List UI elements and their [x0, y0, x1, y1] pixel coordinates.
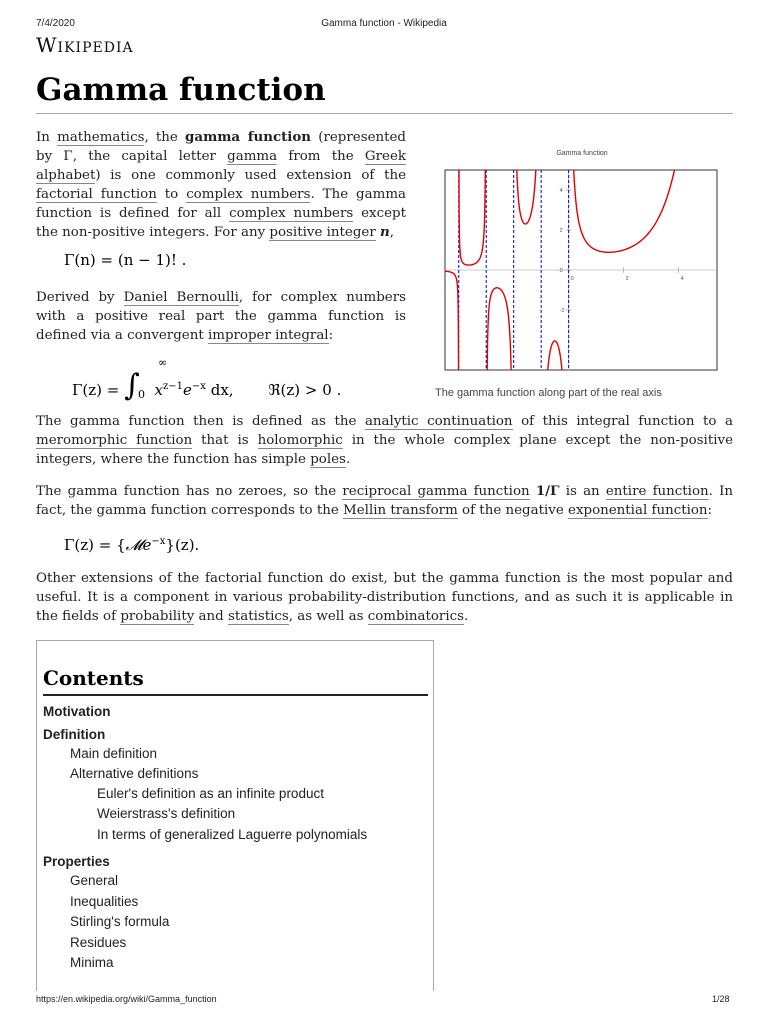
- link-complex-numbers-2[interactable]: complex numbers: [229, 206, 354, 221]
- link-probability[interactable]: probability: [120, 609, 195, 624]
- equation-mellin: Γ(z) = {𝓜e$^{-x}$}(z).: [64, 536, 200, 554]
- link-positive-integer[interactable]: positive integer: [269, 225, 376, 240]
- link-complex-numbers[interactable]: complex numbers: [186, 187, 311, 202]
- print-page-number: 1/28: [712, 994, 730, 1004]
- y-tick-label: 4: [559, 188, 563, 194]
- link-poles[interactable]: poles: [310, 452, 346, 467]
- y-tick-label: 2: [559, 228, 563, 234]
- figure-caption: The gamma function along part of the real axis: [435, 387, 662, 399]
- applications-paragraph: Other extensions of the factorial function do exist, but the gamma function is the most popular and useful. It is a component in various probability-distribution functions, and as such it is applicable in the fields of probability and statistics, as well as combinatorics.: [36, 571, 733, 624]
- toc-item[interactable]: Residues: [70, 935, 127, 950]
- toc-item[interactable]: Properties: [43, 854, 110, 869]
- print-date: 7/4/2020: [36, 18, 75, 29]
- toc-item[interactable]: Inequalities: [70, 894, 139, 909]
- gamma-plot[interactable]: [431, 140, 733, 380]
- toc-item[interactable]: Euler's definition as an infinite product: [97, 786, 324, 801]
- toc-item[interactable]: Weierstrass's definition: [97, 806, 236, 821]
- link-mathematics[interactable]: mathematics: [57, 130, 145, 145]
- equation-integral: Γ(z) = ∫ ∞ 0 $x^{z-1}e^{-x}$ dx, ℜ(z) > 0 .: [72, 356, 342, 403]
- toc-item[interactable]: Definition: [43, 727, 106, 742]
- link-analytic-continuation[interactable]: analytic continuation: [364, 414, 513, 429]
- equation-factorial: Γ(n) = (n − 1)! .: [64, 251, 187, 269]
- link-combinatorics[interactable]: combinatorics: [367, 609, 464, 624]
- toc-divider: [43, 694, 428, 696]
- continuation-paragraph: The gamma function then is defined as the analytic continuation of this integral function to a meromorphic function that is holomorphic in the whole complex plane except the non-positive integers, where the function has simple poles.: [36, 414, 733, 467]
- y-tick-label: 0: [559, 268, 563, 274]
- print-url: https://en.wikipedia.org/wiki/Gamma_function: [36, 994, 217, 1004]
- toc-item[interactable]: Alternative definitions: [70, 766, 199, 781]
- toc-item[interactable]: In terms of generalized Laguerre polynomials: [97, 827, 368, 842]
- link-gamma[interactable]: gamma: [227, 149, 278, 164]
- toc-item[interactable]: Stirling's formula: [70, 914, 170, 929]
- link-statistics[interactable]: statistics: [227, 609, 289, 624]
- toc-item[interactable]: General: [70, 873, 119, 888]
- page-title: Gamma function: [36, 72, 326, 108]
- link-mellin-transform[interactable]: Mellin transform: [343, 503, 458, 518]
- link-improper-integral[interactable]: improper integral: [207, 328, 329, 343]
- link-entire-function[interactable]: entire function: [605, 484, 709, 499]
- x-tick-label: 0: [570, 276, 574, 282]
- link-reciprocal-gamma[interactable]: reciprocal gamma function: [342, 484, 530, 499]
- x-tick-label: 2: [625, 276, 629, 282]
- toc-item[interactable]: Minima: [70, 955, 114, 970]
- mellin-paragraph: The gamma function has no zeroes, so the reciprocal gamma function 1/Γ is an entire function. In fact, the gamma function corresponds to the Mellin transform of the negative exponential function:: [36, 483, 733, 518]
- link-daniel-bernoulli[interactable]: Daniel Bernoulli: [123, 290, 239, 305]
- toc-title: Contents: [43, 666, 144, 690]
- table-of-contents: [36, 640, 434, 991]
- link-holomorphic[interactable]: holomorphic: [257, 433, 343, 448]
- toc-item[interactable]: Main definition: [70, 746, 158, 761]
- intro-paragraph: In mathematics, the gamma function (represented by Γ, the capital letter gamma from the Greek alphabet) is one commonly used extension of the factorial function to complex numbers. The gamma function is defined for all complex numbers except the non-positive integers. For any positive integer n,: [36, 129, 406, 240]
- figure-title: Gamma function: [556, 150, 608, 157]
- gamma-figure: [431, 140, 733, 408]
- toc-item[interactable]: Motivation: [43, 704, 111, 719]
- link-greek-alphabet[interactable]: Greek alphabet: [36, 149, 406, 183]
- print-tab-title: Gamma function - Wikipedia: [321, 18, 447, 29]
- title-divider: [36, 113, 733, 114]
- wikipedia-logo[interactable]: Wikipedia: [36, 33, 134, 57]
- y-tick-label: -2: [559, 308, 565, 314]
- x-tick-label: 4: [680, 276, 684, 282]
- link-exponential-function[interactable]: exponential function: [568, 503, 708, 518]
- link-factorial-function[interactable]: factorial function: [36, 187, 157, 202]
- link-meromorphic-function[interactable]: meromorphic function: [36, 433, 193, 448]
- definition-paragraph: Derived by Daniel Bernoulli, for complex numbers with a positive real part the gamma function is defined via a convergent improper integral:: [36, 290, 406, 343]
